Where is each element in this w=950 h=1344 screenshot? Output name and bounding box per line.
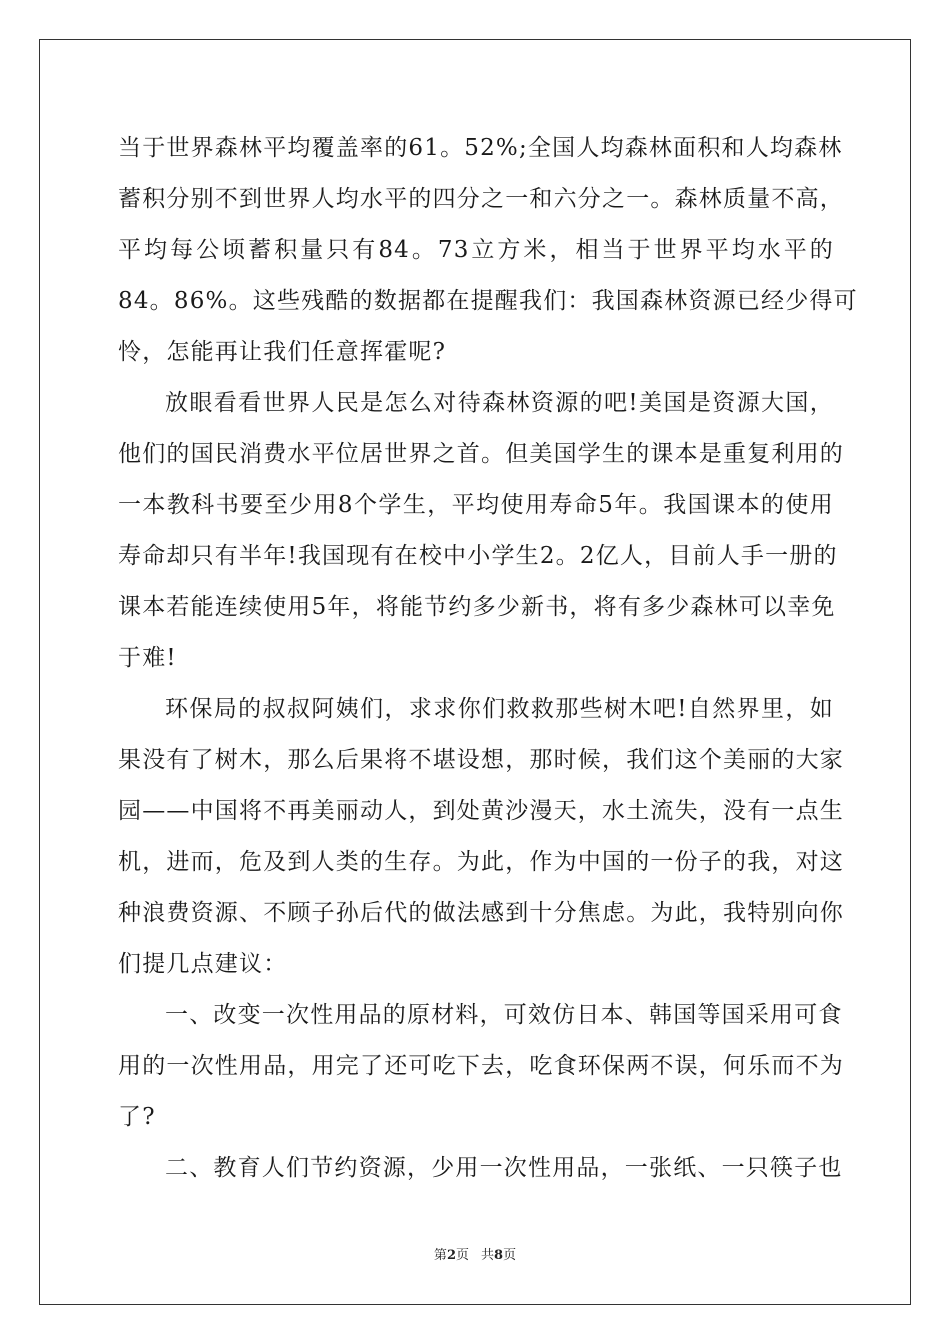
text-line: 于难!	[118, 645, 177, 671]
paragraph-start-line: 放眼看看世界人民是怎么对待森林资源的吧!美国是资源大国，	[165, 390, 834, 416]
text-line: 怜，怎能再让我们任意挥霍呢?	[118, 339, 447, 365]
text-line: 种浪费资源、不顾子孙后代的做法感到十分焦虑。为此，我特别向你	[118, 900, 844, 926]
paragraph-start-line: 二、教育人们节约资源，少用一次性用品，一张纸、一只筷子也	[165, 1155, 843, 1181]
paragraph-start-line: 环保局的叔叔阿姨们，求求你们救救那些树木吧!自然界里，如	[165, 696, 834, 722]
text-line: 果没有了树木，那么后果将不堪设想，那时候，我们这个美丽的大家	[118, 747, 844, 773]
page-current: 2	[446, 1248, 456, 1263]
text-line: 寿命却只有半年!我国现有在校中小学生2。2亿人，目前人手一册的	[118, 543, 838, 569]
page-suffix: 页	[455, 1248, 469, 1263]
text-line: 了?	[118, 1104, 156, 1130]
text-line: 课本若能连续使用5年，将能节约多少新书，将有多少森林可以幸免	[118, 594, 836, 620]
text-line: 蓄积分别不到世界人均水平的四分之一和六分之一。森林质量不高，	[118, 186, 844, 212]
text-line: 机，进而，危及到人类的生存。为此，作为中国的一份子的我，对这	[118, 849, 844, 875]
total-suffix: 页	[503, 1248, 517, 1263]
text-line: 平均每公顷蓄积量只有84。73立方米，相当于世界平均水平的	[118, 237, 834, 263]
text-line: 用的一次性用品，用完了还可吃下去，吃食环保两不误，何乐而不为	[118, 1053, 844, 1079]
text-line: 当于世界森林平均覆盖率的61。52%;全国人均森林面积和人均森林	[118, 135, 843, 161]
text-line: 一本教科书要至少用8个学生，平均使用寿命5年。我国课本的使用	[118, 492, 834, 518]
text-line: 园——中国将不再美丽动人，到处黄沙漫天，水土流失，没有一点生	[118, 798, 844, 824]
total-prefix: 共	[481, 1248, 495, 1263]
text-line: 他们的国民消费水平位居世界之首。但美国学生的课本是重复利用的	[118, 441, 844, 467]
page-total: 8	[494, 1248, 504, 1263]
paragraph-start-line: 一、改变一次性用品的原材料，可效仿日本、韩国等国采用可食	[165, 1002, 843, 1028]
page-prefix: 第	[433, 1248, 447, 1263]
page-footer	[0, 1247, 950, 1265]
text-line: 们提几点建议：	[118, 951, 288, 977]
text-line: 84。86%。这些残酷的数据都在提醒我们：我国森林资源已经少得可	[118, 288, 858, 314]
